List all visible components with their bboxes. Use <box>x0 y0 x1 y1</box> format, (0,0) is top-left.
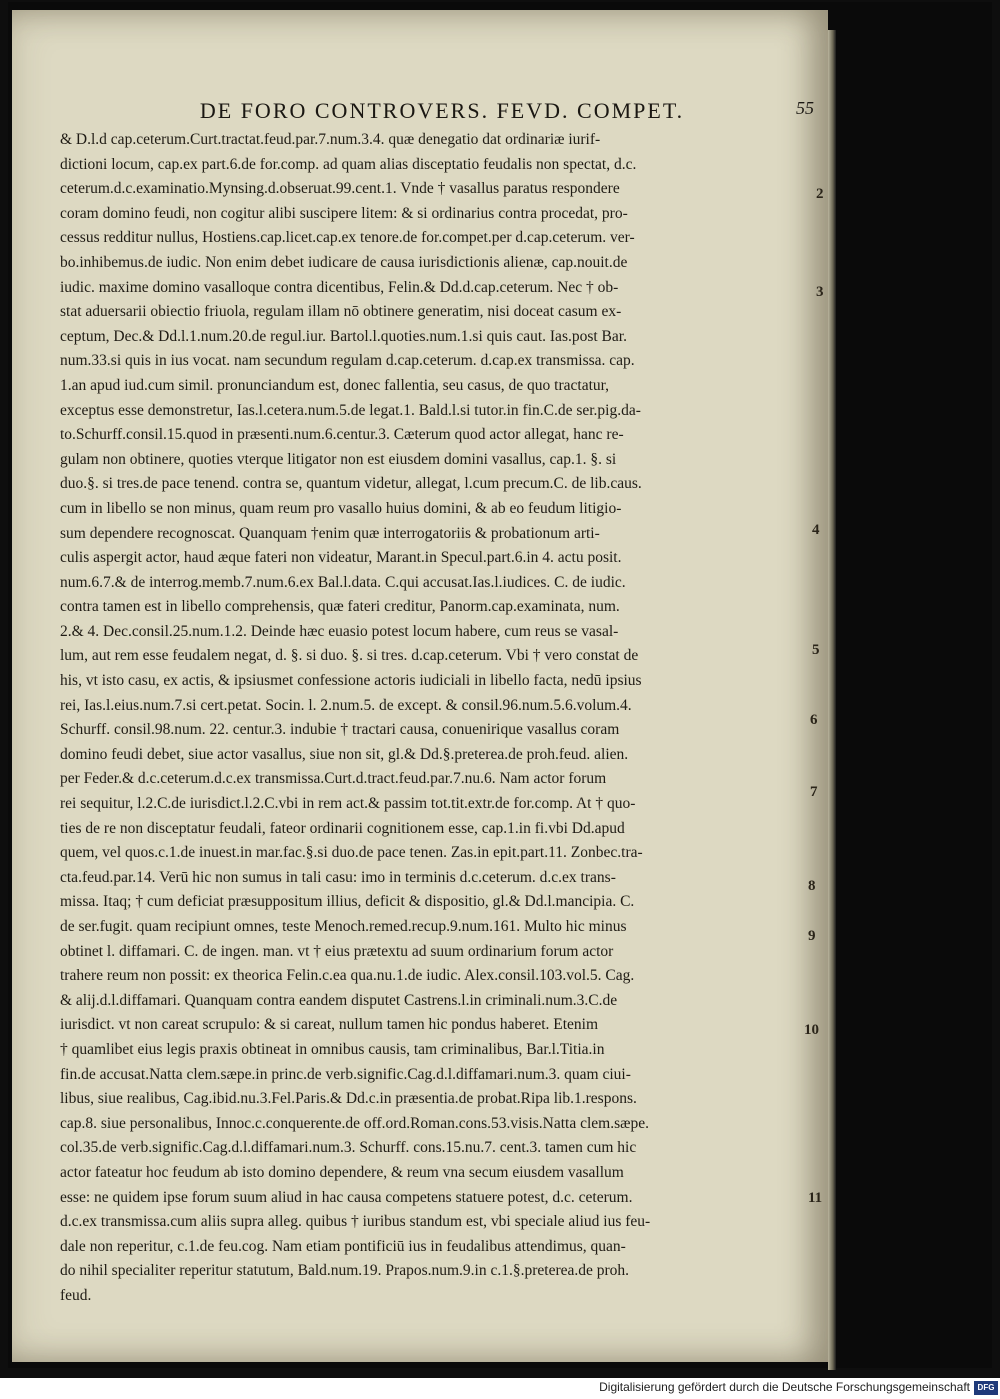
text-line: dictioni locum, cap.ex part.6.de for.comp. ad quam alias disceptatio feudalis non spectat, d.c. <box>60 155 637 173</box>
text-line: de ser.fugit. quam recipiunt omnes, teste Menoch.remed.recup.9.num.161. Multo hic minus <box>60 918 627 935</box>
text-line: ceptum, Dec.& Dd.l.1.num.20.de regul.iur. Bartol.l.quoties.num.1.si quis caut. Ias.post Bar. <box>60 327 627 345</box>
text-line: cta.feud.par.14. Verū hic non sumus in tali casu: imo in terminis d.c.ceterum. d.c.ex trans- <box>60 868 616 886</box>
margin-number: 5 <box>812 642 820 658</box>
text-line: exceptus esse demonstretur, Ias.l.cetera.num.5.de legat.1. Bald.l.si tutor.in fin.C.de ser.pig.da- <box>60 401 641 419</box>
margin-number: 2 <box>816 186 824 202</box>
text-line: fin.de accusat.Natta clem.sæpe.in princ.de verb.signific.Cag.d.l.diffamari.num.3. quam ciui- <box>60 1065 631 1083</box>
text-line: obtinet l. diffamari. C. de ingen. man. vt † eius prætextu ad suum ordinarium forum actor <box>60 942 614 960</box>
text-line: 1.an apud iud.cum simil. pronunciandum est, donec fallentia, seu casus, de quo tractatur, <box>60 376 610 394</box>
text-line: cap.8. siue personalibus, Innoc.c.conquerente.de off.ord.Roman.cons.53.visis.Natta clem.sæpe. <box>60 1114 649 1132</box>
text-line: contra tamen est in libello comprehensis, quæ fateri creditur, Panorm.cap.examinata, num. <box>60 598 620 616</box>
text-line: to.Schurff.consil.15.quod in præsenti.num.6.centur.3. Cæterum quod actor allegat, hanc re- <box>60 426 624 444</box>
text-line: Schurff. consil.98.num. 22. centur.3. indubie † tractari causa, conuenirique vasallus coram <box>60 721 620 739</box>
text-line: coram domino feudi, non cogitur alibi suscipere litem: & si ordinarius contra procedat, pro- <box>60 204 628 222</box>
text-line: num.33.si quis in ius vocat. nam secundum regulam d.cap.ceterum. d.cap.ex transmissa. cap. <box>60 352 635 370</box>
text-line: stat aduersarii obiectio friuola, regulam illam nō obtinere generatim, nisi doceat casum ex- <box>60 303 622 321</box>
body-text <box>60 128 812 1309</box>
text-line: per Feder.& d.c.ceterum.d.c.ex transmissa.Curt.d.tract.feud.par.7.nu.6. Nam actor forum <box>60 770 607 788</box>
text-line: quem, vel quos.c.1.de inuest.in mar.fac.§.si duo.de pace tenen. Zas.in epit.part.11. Zonbec.tra- <box>60 844 643 862</box>
text-line: ties de re non disceptatur feudali, fateor ordinarii cognitionem esse, cap.1.in fi.vbi Dd.apud <box>60 819 625 837</box>
text-line: & alij.d.l.diffamari. Quanquam contra eandem disputet Castrens.l.in criminali.num.3.C.de <box>60 991 618 1009</box>
margin-number: 3 <box>816 284 824 300</box>
text-line: culis aspergit actor, haud æque fateri non videatur, Marant.in Specul.part.6.in 4. actu posit. <box>60 549 622 567</box>
text-line: bo.inhibemus.de iudic. Non enim debet iudicare de causa iurisdictionis alienæ, cap.nouit.de <box>60 253 628 271</box>
text-line: lum, aut rem esse feudalem negat, d. §. si duo. §. si tres. d.cap.ceterum. Vbi † vero constat de <box>60 647 639 665</box>
running-head: DE FORO CONTROVERS. FEVD. COMPET. <box>199 98 685 123</box>
text-line: † quamlibet eius legis praxis obtineat in omnibus causis, tam criminalibus, Bar.l.Titia.in <box>60 1040 605 1058</box>
text-line: dale non reperitur, c.1.de feu.cog. Nam etiam pontificiū ius in feudalibus attendimus, quan- <box>60 1237 626 1255</box>
book-page <box>12 10 828 1362</box>
dfg-logo: DFG <box>974 1381 998 1395</box>
text-line: iurisdict. vt non careat scrupulo: & si careat, nullum tamen hic pondus haberet. Etenim <box>60 1016 599 1034</box>
footer-bar <box>0 1378 1000 1399</box>
page-number: 55 <box>796 98 814 118</box>
margin-number: 7 <box>810 784 818 800</box>
text-line: iudic. maxime domino vasalloque contra dicentibus, Felin.& Dd.d.cap.ceterum. Nec † ob- <box>60 278 619 296</box>
text-line: feud. <box>60 1286 92 1304</box>
text-line: do nihil specialiter reperitur statutum, Bald.num.19. Prapos.num.9.in c.1.§.preterea.de proh. <box>60 1262 630 1280</box>
text-line: d.c.ex transmissa.cum aliis supra alleg. quibus † iuribus standum est, vbi speciale aliud ius feu- <box>60 1213 651 1231</box>
text-line: cessus redditur nullus, Hostiens.cap.licet.cap.ex tenore.de for.compet.per d.cap.ceterum. ver- <box>60 229 635 247</box>
margin-number: 9 <box>808 928 816 944</box>
text-line: ceterum.d.c.examinatio.Mynsing.d.obseruat.99.cent.1. Vnde † vasallus paratus respondere <box>60 180 620 198</box>
page-edge <box>828 30 836 1370</box>
margin-number: 11 <box>808 1190 823 1206</box>
text-line: domino feudi debet, siue actor vasallus, siue non sit, gl.& Dd.§.preterea.de proh.feud. alien. <box>60 745 629 763</box>
text-line: his, vt isto casu, ex actis, & ipsiusmet confessione actoris iudiciali in libello facta, nedū ipsius <box>60 672 642 690</box>
text-line: gulam non obtinere, quoties vterque litigator non est eiusdem domini vasallus, cap.1. §. si <box>60 450 617 468</box>
text-line: actor fateatur hoc feudum ab isto domino dependere, & reum vna secum eiusdem vasallum <box>60 1163 624 1181</box>
text-line: esse: ne quidem ipse forum suum aliud in hac causa competens statuere potest, d.c. ceterum. <box>60 1188 633 1206</box>
margin-number: 10 <box>804 1022 819 1038</box>
text-line: cum in libello se non minus, quam reum pro vasallo huius domini, & ab eo feudum litigio- <box>60 499 622 517</box>
text-line: col.35.de verb.signific.Cag.d.l.diffamari.num.3. Schurff. cons.15.nu.7. cent.3. tamen cum hic <box>60 1139 637 1157</box>
text-line: trahere reum non possit: ex theorica Felin.c.ea qua.nu.1.de iudic. Alex.consil.103.vol.5. Cag. <box>60 967 635 985</box>
text-line: 2.& 4. Dec.consil.25.num.1.2. Deinde hæc euasio potest locum habere, cum reus se vasal- <box>60 622 619 640</box>
text-line: rei, Ias.l.eius.num.7.si cert.petat. Socin. l. 2.num.5. de except. & consil.96.num.5.6.volum.4. <box>60 696 632 714</box>
text-line: num.6.7.& de interrog.memb.7.num.6.ex Bal.l.data. C.qui accusat.Ias.l.iudices. C. de iudic. <box>60 573 626 591</box>
text-line: duo.§. si tres.de pace tenend. contra se, quantum videtur, allegat, l.cum precum.C. de lib.caus. <box>60 475 642 493</box>
text-line: missa. Itaq; † cum deficiat præsuppositum illius, deficit & dispositio, gl.& Dd.l.mancipia. C. <box>60 893 635 911</box>
text-line: rei sequitur, l.2.C.de iurisdict.l.2.C.vbi in rem act.& passim tot.tit.extr.de for.comp. At † quo- <box>60 795 636 813</box>
margin-number: 4 <box>812 522 820 538</box>
text-line: & D.l.d cap.ceterum.Curt.tractat.feud.par.7.num.3.4. quæ denegatio dat ordinariæ iurif- <box>60 131 601 148</box>
margin-number: 6 <box>810 712 818 728</box>
digitization-credit: Digitalisierung gefördert durch die Deutsche Forschungsgemeinschaft <box>599 1380 970 1394</box>
text-line: libus, siue realibus, Cag.ibid.nu.3.Fel.Paris.& Dd.c.in præsentia.de probat.Ripa lib.1.respons. <box>60 1090 637 1108</box>
text-line: sum dependere recognoscat. Quanquam †enim quæ interrogatoriis & probationum arti- <box>60 524 600 542</box>
margin-number: 8 <box>808 878 816 894</box>
